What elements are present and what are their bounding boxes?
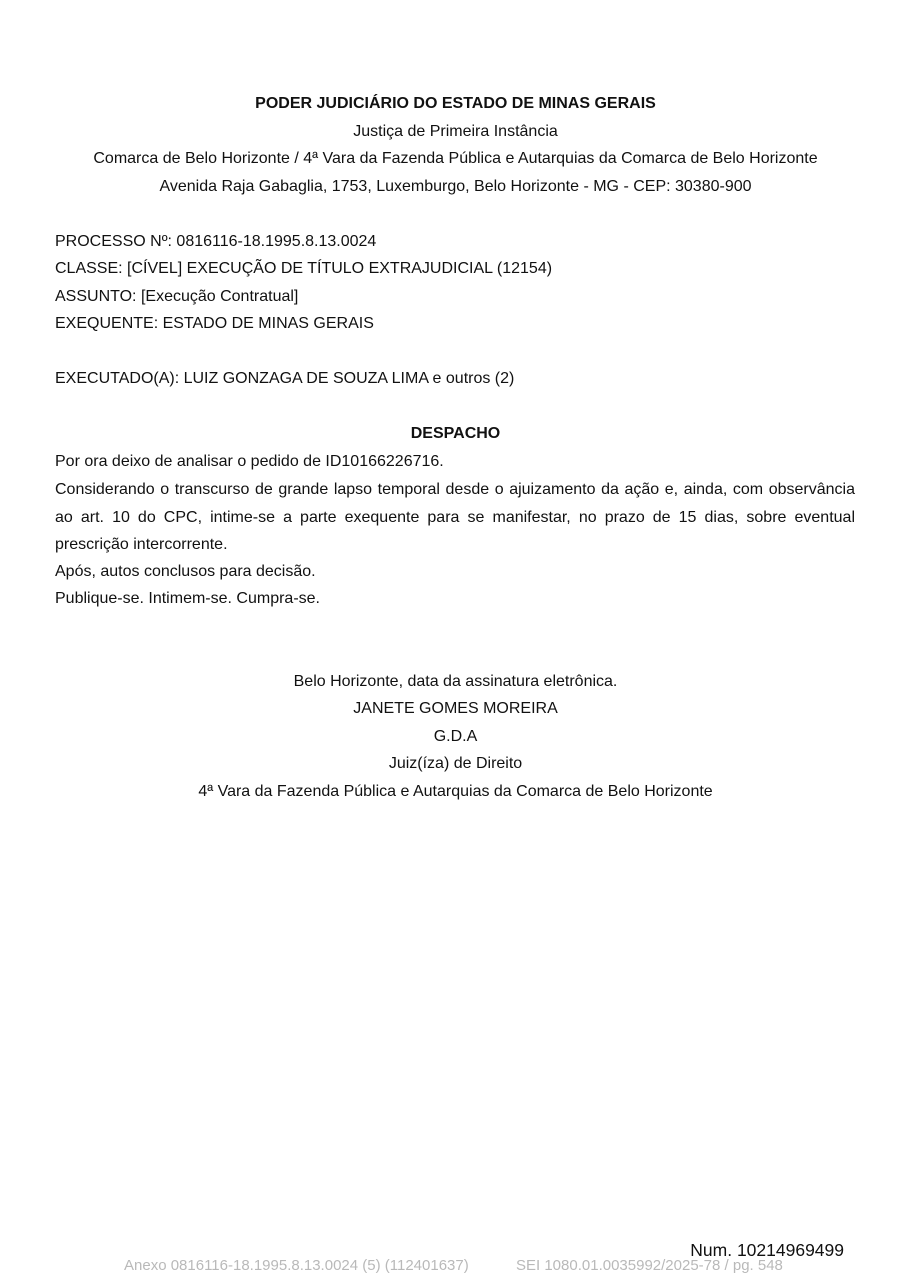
comarca-line: Comarca de Belo Horizonte / 4ª Vara da Fazenda Pública e Autarquias da Comarca de Belo Horizonte — [93, 150, 818, 167]
exequente-line: EXEQUENTE: ESTADO DE MINAS GERAIS — [55, 315, 374, 332]
document-number: Num. 10214969499 — [690, 1240, 844, 1260]
signature-place-date: Belo Horizonte, data da assinatura eletrônica. — [293, 673, 618, 690]
instance-line: Justiça de Primeira Instância — [353, 123, 558, 140]
despacho-title: DESPACHO — [410, 425, 501, 442]
footer-sei: SEI 1080.01.0035992/2025-78 / pg. 548 — [516, 1257, 783, 1274]
court-heading: PODER JUDICIÁRIO DO ESTADO DE MINAS GERAIS — [255, 95, 656, 112]
assunto-line: ASSUNTO: [Execução Contratual] — [55, 288, 299, 305]
address-line: Avenida Raja Gabaglia, 1753, Luxemburgo, Belo Horizonte - MG - CEP: 30380-900 — [159, 178, 752, 195]
despacho-line-3: Publique-se. Intimem-se. Cumpra-se. — [55, 590, 320, 607]
despacho-line-1: Por ora deixo de analisar o pedido de ID10166226716. — [55, 453, 444, 470]
despacho-paragraph: Considerando o transcurso de grande lapso temporal desde o ajuizamento da ação e, ainda, com observância ao art. 10 do CPC, intime-se a parte exequente para se manifestar, no prazo de 15 dias, sobre eventual prescrição intercorrente. — [55, 481, 855, 553]
processo-line: PROCESSO Nº: 0816116-18.1995.8.13.0024 — [55, 233, 377, 250]
signature-court: 4ª Vara da Fazenda Pública e Autarquias da Comarca de Belo Horizonte — [198, 783, 713, 800]
signature-name: JANETE GOMES MOREIRA — [353, 700, 558, 717]
footer-annex: Anexo 0816116-18.1995.8.13.0024 (5) (112401637) — [124, 1257, 469, 1274]
signature-initials: G.D.A — [433, 728, 478, 745]
classe-line: CLASSE: [CÍVEL] EXECUÇÃO DE TÍTULO EXTRAJUDICIAL (12154) — [55, 260, 553, 277]
executado-line: EXECUTADO(A): LUIZ GONZAGA DE SOUZA LIMA e outros (2) — [55, 370, 515, 387]
signature-role: Juiz(íza) de Direito — [388, 755, 523, 772]
despacho-line-2: Após, autos conclusos para decisão. — [55, 563, 316, 580]
